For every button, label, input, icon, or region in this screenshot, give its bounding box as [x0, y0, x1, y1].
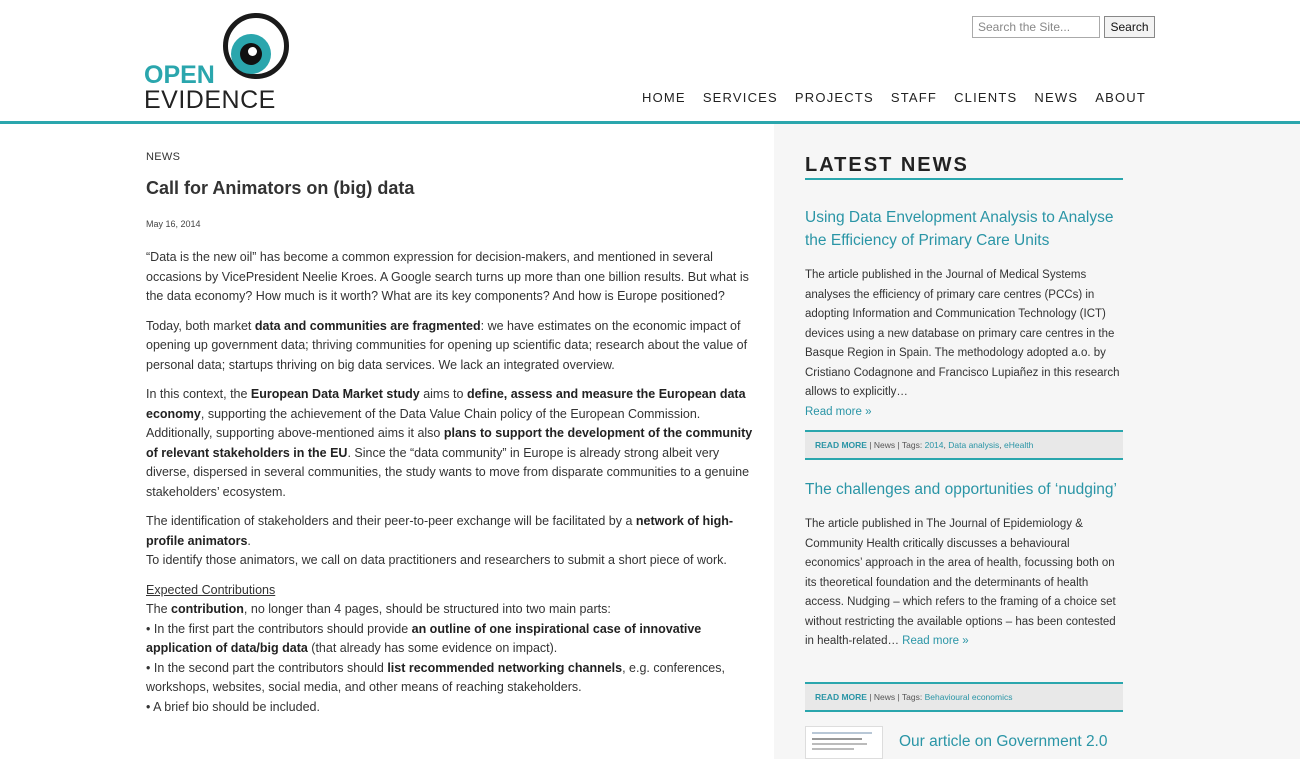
nav-news[interactable]: NEWS [1034, 90, 1079, 105]
nav-projects[interactable]: PROJECTS [794, 90, 874, 105]
read-more-button[interactable]: READ MORE [815, 440, 867, 450]
sidebar-article-title[interactable]: Our article on Government 2.0 [899, 733, 1108, 750]
breadcrumb: NEWS [146, 151, 181, 163]
logo-text-open: OPEN [144, 61, 215, 89]
page-title: Call for Animators on (big) data [146, 178, 415, 198]
sidebar-article [805, 478, 1123, 652]
tag-link[interactable]: 2014 [924, 440, 944, 450]
paragraph-contributions: Expected Contributions The contribution, no longer than 4 pages, should be structured into two main parts: • In the first part the contributors should provide an outline of one inspirational case of innovative application of data/big data (that already has some evidence on impact). • In the second part the contributors should list recommended networking channels, e.g. conferences, workshops, websites, social media, and other means of reaching stakeholders. • A brief bio should be included. [146, 582, 725, 714]
paragraph-animators: The identification of stakeholders and their peer-to-peer exchange will be facilitated by a network of high-profile animators. To identify those animators, we call on data practitioners and researchers to submit a short piece of work. [146, 514, 734, 567]
sidebar-article-title[interactable]: The challenges and opportunities of ‘nudging’ [805, 481, 1117, 498]
latest-news-heading: LATEST NEWS [805, 154, 969, 176]
tag-link[interactable]: Data analysis [948, 440, 1000, 450]
sidebar [774, 124, 1300, 759]
read-more-button[interactable]: READ MORE [815, 692, 867, 702]
read-more-link[interactable]: Read more » [902, 635, 969, 647]
latest-news-divider [805, 178, 1123, 180]
tag-link[interactable]: Behavioural economics [924, 692, 1013, 702]
read-more-link[interactable]: Read more » [805, 405, 872, 418]
nav-staff[interactable]: STAFF [890, 90, 938, 105]
post-date: May 16, 2014 [146, 219, 201, 229]
paragraph-fragmented: Today, both market data and communities are fragmented: we have estimates on the economic impact of opening up government data; thriving communities for opening up scientific data; research about the value of personal data; startups thriving on big data services. We lack an integrated overview. [146, 318, 748, 372]
nav-clients[interactable]: CLIENTS [954, 90, 1018, 105]
sidebar-article-title[interactable]: Using Data Envelopment Analysis to Analyse the Efficiency of Primary Care Units [805, 209, 1114, 249]
article-body [146, 248, 756, 727]
sidebar-article-excerpt: The article published in the Journal of Medical Systems analyses the efficiency of primary care centres (PCCs) in adopting Information and Communication Technology (ICT) devices using a new database on primary care centres in the Basque Region in Spain. The methodology adopted a.o. by Cristiano Codagnone and Francisco Lupiañez in this research allows to explicitly… Read more » [805, 269, 1120, 418]
nav-about[interactable]: ABOUT [1095, 90, 1146, 105]
site-logo[interactable] [144, 12, 304, 114]
logo-text-evidence: EVIDENCE [144, 86, 276, 114]
sidebar-article-meta: READ MORE | News | Tags: 2014, Data analysis, eHealth [805, 430, 1123, 460]
logo-eye-glint [248, 47, 257, 56]
tag-link[interactable]: eHealth [1004, 440, 1034, 450]
nav-home[interactable]: HOME [642, 90, 686, 105]
nav-services[interactable]: SERVICES [702, 90, 778, 105]
sidebar-article-excerpt: The article published in The Journal of Epidemiology & Community Health critically discusses a behavioural economics’ approach in the area of health, focussing both on its theoretical foundation and the determinants of health access. Nudging – which refers to the framing of a choice set without restricting the available options – has been contested in health-related… Read more » [805, 518, 1116, 647]
paragraph-context: In this context, the European Data Market study aims to define, assess and measure the European data economy, supporting the achievement of the Data Value Chain policy of the European Commission. Additionally, supporting above-mentioned aims it also plans to support the development of the community of relevant stakeholders in the EU. Since the “data community” in Europe is already strong albeit very diverse, dispersed in several communities, the study wants to move from disparate communities to a genuine stakeholders’ ecosystem. [146, 387, 753, 499]
search-input[interactable] [972, 16, 1100, 38]
main-nav [642, 90, 1146, 106]
expected-contributions-heading: Expected Contributions [146, 582, 276, 597]
sidebar-article [805, 206, 1123, 422]
sidebar-article-meta: READ MORE | News | Tags: Behavioural economics [805, 682, 1123, 712]
article-thumbnail[interactable] [805, 726, 883, 759]
search-button[interactable]: Search [1104, 16, 1155, 38]
site-header [0, 0, 1300, 124]
paragraph-intro: “Data is the new oil” has become a common expression for decision-makers, and mentioned in several occasions by VicePresident Neelie Kroes. A Google search turns up more than one billion results. But what is the data economy? How much is it worth? What are its key components? And how is Europe positioned? [146, 250, 749, 303]
